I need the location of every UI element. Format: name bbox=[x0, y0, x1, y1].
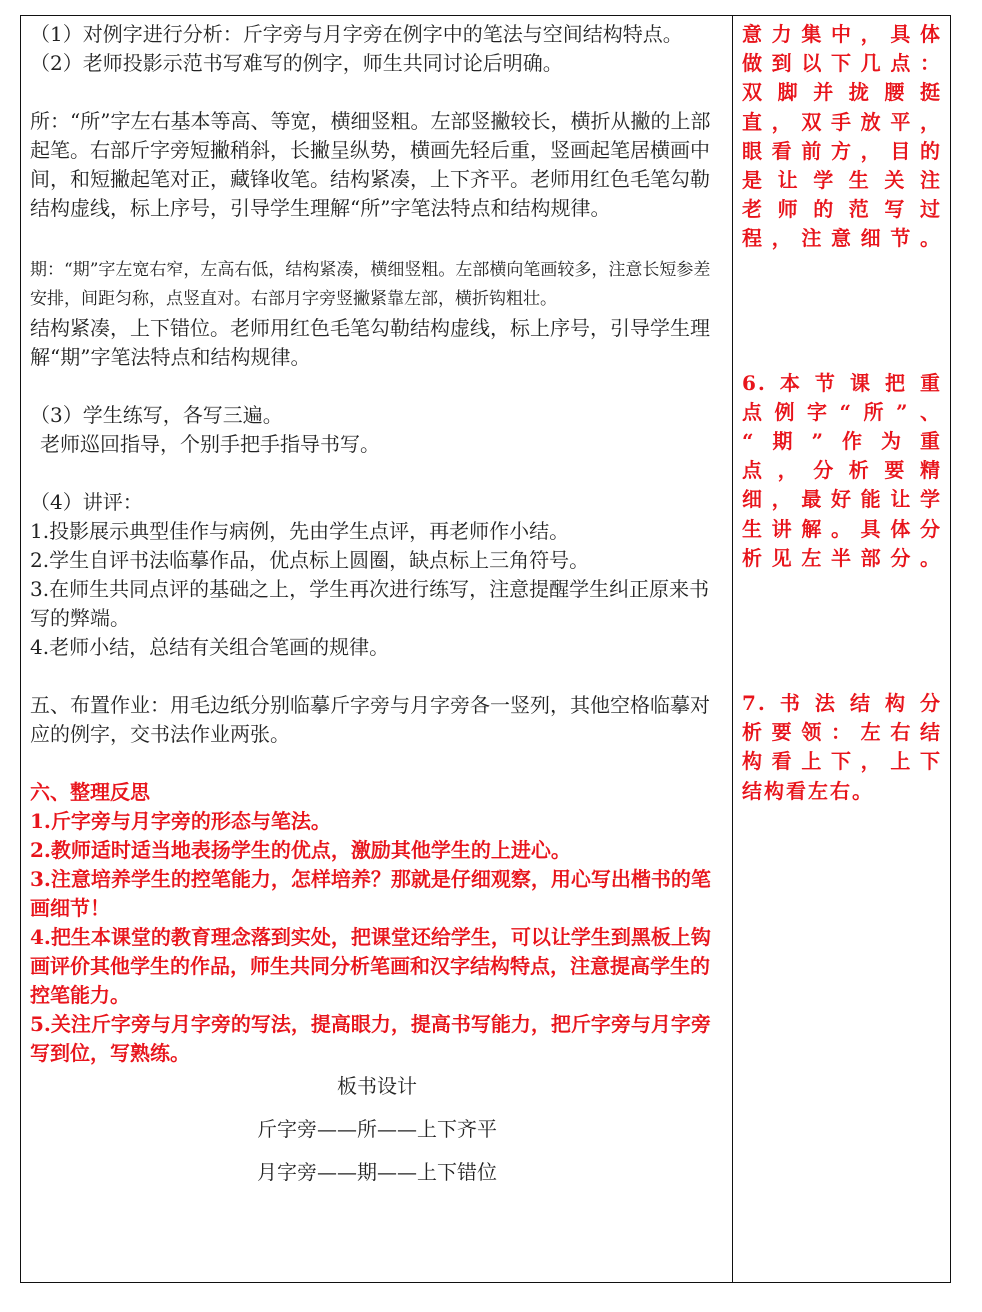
lesson-table bbox=[20, 15, 951, 1283]
board-design-line-1: 斤字旁——所——上下齐平 bbox=[257, 1117, 497, 1141]
note-a-line-4: 直，双手放平， bbox=[742, 109, 942, 134]
reflection-item-3: 3.注意培养学生的控笔能力，怎样培养？那就是仔细观察，用心写出楷书的笔画细节！ bbox=[30, 867, 711, 920]
note-b-line-5: 细，最好能让学 bbox=[742, 487, 942, 512]
note-b-line-6: 生讲解。具体分 bbox=[742, 516, 942, 541]
character-qi-analysis-b-text: 结构紧凑，上下错位。老师用红色毛笔勾勒结构虚线，标上序号，引导学生理解“期”字笔法特点和结构规律。 bbox=[30, 316, 710, 369]
reflection-item-4: 4.把生本课堂的教育理念落到实处，把课堂还给学生，可以让学生到黑板上钩画评价其他学生的作品，师生共同分析笔画和汉字结构特点，注意提高学生的控笔能力。 bbox=[30, 925, 711, 1007]
note-c-line-1: 7.书法结构分 bbox=[742, 691, 942, 716]
note-b-line-4: 点，分析要精 bbox=[742, 458, 942, 483]
analysis-step-2: （2）老师投影示范书写难写的例字，师生共同讨论后明确。 bbox=[30, 51, 563, 75]
reflection-item-5: 5.关注斤字旁与月字旁的写法，提高眼力，提高书写能力，把斤字旁与月字旁写到位，写熟练。 bbox=[30, 1012, 711, 1065]
design-intent-column bbox=[742, 20, 942, 806]
character-qi-analysis-a: 期：“期”字左宽右窄，左高右低，结构紧凑，横细竖粗。左部横向笔画较多，注意长短参差安排，间距匀称，点竖直对。右部月字旁竖撇紧靠左部，横折钩粗壮。 bbox=[30, 260, 711, 309]
board-design-title: 板书设计 bbox=[337, 1074, 417, 1098]
homework: 五、布置作业：用毛边纸分别临摹斤字旁与月字旁各一竖列，其他空格临摹对应的例字，交书法作业两张。 bbox=[30, 693, 710, 746]
reflection-item-1: 1.斤字旁与月字旁的形态与笔法。 bbox=[30, 809, 331, 833]
review-item-1: 1.投影展示典型佳作与病例，先由学生点评，再老师作小结。 bbox=[30, 519, 570, 543]
note-a-line-6: 是让学生关注 bbox=[742, 168, 942, 193]
note-b-line-1: 6.本节课把重 bbox=[742, 370, 942, 395]
note-c-line-4: 结构看左右。 bbox=[742, 778, 874, 803]
note-c-line-3: 构看上下，上下 bbox=[742, 749, 942, 774]
note-a-line-8: 程，注意细节。 bbox=[742, 226, 942, 251]
lesson-process-column bbox=[30, 20, 724, 1187]
review-item-4: 4.老师小结，总结有关组合笔画的规律。 bbox=[30, 635, 390, 659]
note-a-line-3: 双脚并拢腰挺 bbox=[742, 80, 942, 105]
review-item-3: 3.在师生共同点评的基础之上，学生再次进行练写，注意提醒学生纠正原来书写的弊端。 bbox=[30, 577, 710, 630]
note-a-line-5: 眼看前方，目的 bbox=[742, 138, 942, 163]
reflection-item-2: 2.教师适时适当地表扬学生的优点，激励其他学生的上进心。 bbox=[30, 838, 571, 862]
reflection-heading: 六、整理反思 bbox=[30, 780, 150, 804]
teacher-guidance: 老师巡回指导，个别手把手指导书写。 bbox=[40, 432, 380, 456]
note-b-line-2: 点例字“所”、 bbox=[742, 399, 942, 424]
note-a-line-1: 意力集中，具体 bbox=[742, 22, 942, 46]
practice-step: （3）学生练写，各写三遍。 bbox=[30, 403, 283, 427]
note-a-line-2: 做到以下几点： bbox=[742, 51, 942, 76]
note-b-line-7: 析见左半部分。 bbox=[742, 545, 942, 570]
review-item-2: 2.学生自评书法临摹作品，优点标上圆圈，缺点标上三角符号。 bbox=[30, 548, 590, 572]
column-divider bbox=[732, 16, 733, 1282]
note-c-line-2: 析要领：左右结 bbox=[742, 720, 942, 745]
note-a-line-7: 老师的范写过 bbox=[742, 197, 942, 222]
board-design-line-2: 月字旁——期——上下错位 bbox=[257, 1160, 497, 1184]
character-suo-analysis: 所：“所”字左右基本等高、等宽，横细竖粗。左部竖撇较长，横折从撇的上部起笔。右部斤字旁短撇稍斜，长撇呈纵势，横画先轻后重，竖画起笔居横画中间，和短撇起笔对正，藏锋收笔。结构紧凑，上下齐平。老师用红色毛笔勾勒结构虚线，标上序号，引导学生理解“所”字笔法特点和结构规律。 bbox=[30, 109, 711, 220]
analysis-step-1: （1）对例字进行分析：斤字旁与月字旁在例字中的笔法与空间结构特点。 bbox=[30, 22, 683, 46]
note-b-line-3: “期”作为重 bbox=[742, 429, 942, 454]
review-heading: （4）讲评： bbox=[30, 490, 143, 514]
